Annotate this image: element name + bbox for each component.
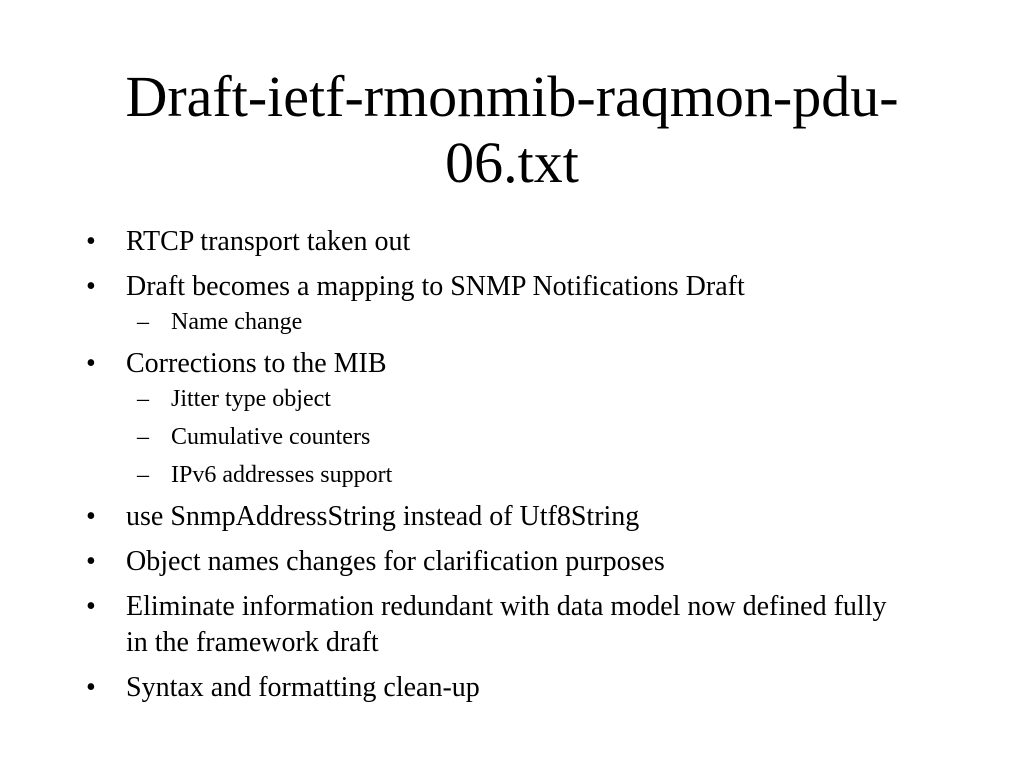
bullet-marker: • [86, 546, 96, 577]
sub-item-text: Jitter type object [171, 386, 331, 412]
sub-item [0, 308, 894, 337]
sub-item [0, 461, 894, 490]
sub-bullet-marker: – [137, 462, 149, 488]
bullet-text: Object names changes for clarification purposes [126, 546, 665, 577]
bullet-marker: • [86, 348, 96, 379]
sub-item [0, 423, 894, 452]
bullet-marker: • [86, 271, 96, 302]
sub-list [0, 308, 894, 337]
bullet-text: Draft becomes a mapping to SNMP Notifications Draft [126, 271, 745, 302]
bullet-item [0, 224, 1024, 260]
bullet-item [0, 499, 1024, 535]
bullet-list [0, 224, 1024, 715]
bullet-item [0, 544, 1024, 580]
sub-list [0, 385, 894, 490]
sub-item-text: IPv6 addresses support [171, 462, 393, 488]
bullet-text: Eliminate information redundant with data model now defined fully in the framework draft [126, 591, 887, 658]
slide-title: Draft-ietf-rmonmib-raqmon-pdu-06.txt [125, 64, 899, 195]
sub-bullet-marker: – [137, 309, 149, 335]
bullet-marker: • [86, 501, 96, 532]
bullet-item [0, 670, 1024, 706]
bullet-marker: • [86, 591, 96, 622]
sub-bullet-marker: – [137, 386, 149, 412]
bullet-item [0, 269, 1024, 337]
bullet-text: use SnmpAddressString instead of Utf8String [126, 501, 640, 532]
sub-item-text: Name change [171, 309, 303, 335]
bullet-marker: • [86, 672, 96, 703]
sub-item [0, 385, 894, 414]
bullet-text: Syntax and formatting clean-up [126, 672, 480, 703]
sub-bullet-marker: – [137, 424, 149, 450]
sub-item-text: Cumulative counters [171, 424, 371, 450]
bullet-text: Corrections to the MIB [126, 348, 387, 379]
bullet-item [0, 589, 1024, 661]
bullet-text: RTCP transport taken out [126, 226, 411, 257]
bullet-item [0, 346, 1024, 490]
bullet-marker: • [86, 226, 96, 257]
